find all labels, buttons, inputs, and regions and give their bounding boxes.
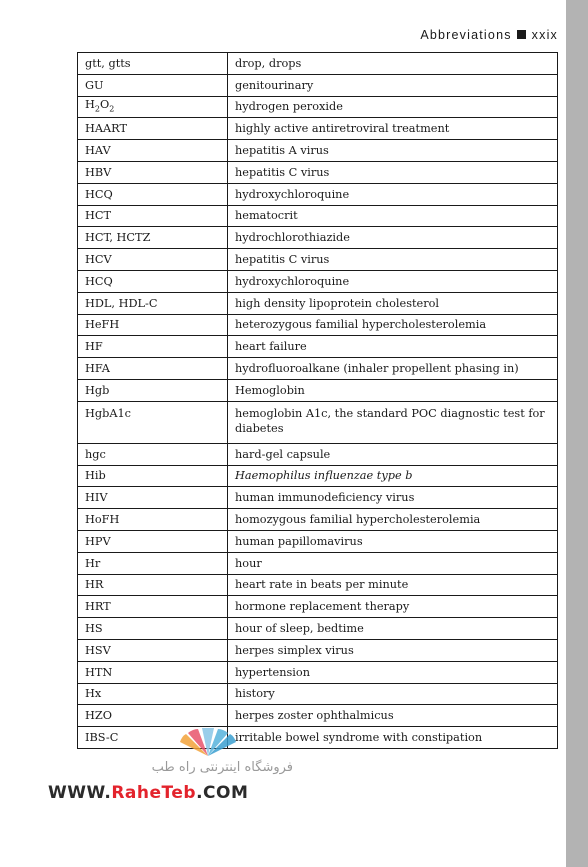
table-row <box>78 249 558 271</box>
book-fan-logo-icon <box>176 728 240 758</box>
watermark-url: WWW.RaheTeb.COM <box>48 783 249 803</box>
meaning: hydroxychloroquine <box>228 183 558 205</box>
abbreviation: HS <box>78 618 228 640</box>
watermark <box>48 728 308 808</box>
table-row <box>78 661 558 683</box>
meaning: hepatitis C virus <box>228 249 558 271</box>
meaning: Hemoglobin <box>228 379 558 401</box>
meaning: herpes simplex virus <box>228 639 558 661</box>
table-row <box>78 74 558 96</box>
table-row <box>78 596 558 618</box>
abbreviation: HBV <box>78 161 228 183</box>
table-row <box>78 183 558 205</box>
abbreviation: hgc <box>78 443 228 465</box>
table-row <box>78 227 558 249</box>
meaning: hepatitis C virus <box>228 161 558 183</box>
section-title: Abbreviations <box>420 28 512 42</box>
meaning: hypertension <box>228 661 558 683</box>
meaning: Haemophilus influenzae type b <box>228 465 558 487</box>
meaning: hydroxychloroquine <box>228 270 558 292</box>
table-row <box>78 118 558 140</box>
meaning: irritable bowel syndrome with constipation <box>228 727 558 749</box>
table-row <box>78 574 558 596</box>
abbreviation: Hgb <box>78 379 228 401</box>
abbreviation: Hib <box>78 465 228 487</box>
table-row <box>78 161 558 183</box>
table-row <box>78 443 558 465</box>
abbreviation: HF <box>78 336 228 358</box>
page-number: xxix <box>531 28 558 42</box>
table-row <box>78 205 558 227</box>
abbreviation: GU <box>78 74 228 96</box>
abbreviation: HAV <box>78 140 228 162</box>
table-row <box>78 683 558 705</box>
table-row <box>78 53 558 75</box>
table-row <box>78 358 558 380</box>
table-row <box>78 140 558 162</box>
meaning: genitourinary <box>228 74 558 96</box>
meaning: highly active antiretroviral treatment <box>228 118 558 140</box>
meaning: human immunodeficiency virus <box>228 487 558 509</box>
meaning: hydrofluoroalkane (inhaler propellent phasing in) <box>228 358 558 380</box>
meaning: hour of sleep, bedtime <box>228 618 558 640</box>
meaning: heart failure <box>228 336 558 358</box>
abbreviation: HSV <box>78 639 228 661</box>
running-header <box>0 28 558 42</box>
table-row <box>78 465 558 487</box>
abbreviation: HTN <box>78 661 228 683</box>
meaning: hematocrit <box>228 205 558 227</box>
table-row <box>78 401 558 443</box>
abbreviation: HAART <box>78 118 228 140</box>
abbreviation: HPV <box>78 530 228 552</box>
watermark-persian-text: فروشگاه اینترنتی راه طب <box>151 760 293 775</box>
table-row <box>78 270 558 292</box>
meaning: high density lipoprotein cholesterol <box>228 292 558 314</box>
abbreviation: HDL, HDL-C <box>78 292 228 314</box>
table-row <box>78 552 558 574</box>
abbreviation: Hr <box>78 552 228 574</box>
meaning: homozygous familial hypercholesterolemia <box>228 509 558 531</box>
meaning: hemoglobin A1c, the standard POC diagnostic test for diabetes <box>228 401 558 443</box>
meaning: heart rate in beats per minute <box>228 574 558 596</box>
table-row <box>78 379 558 401</box>
abbreviation: HoFH <box>78 509 228 531</box>
abbreviation: HRT <box>78 596 228 618</box>
abbreviation: HFA <box>78 358 228 380</box>
meaning: hard-gel capsule <box>228 443 558 465</box>
meaning: human papillomavirus <box>228 530 558 552</box>
table-row <box>78 530 558 552</box>
meaning: hydrochlorothiazide <box>228 227 558 249</box>
meaning: hormone replacement therapy <box>228 596 558 618</box>
abbreviation: HZO <box>78 705 228 727</box>
table-row <box>78 618 558 640</box>
table-row <box>78 705 558 727</box>
table-row <box>78 314 558 336</box>
abbreviation: HCV <box>78 249 228 271</box>
abbreviations-table <box>77 52 558 749</box>
abbreviation: HgbA1c <box>78 401 228 443</box>
meaning: hour <box>228 552 558 574</box>
table-row <box>78 487 558 509</box>
meaning: herpes zoster ophthalmicus <box>228 705 558 727</box>
abbreviation: IBS-C <box>78 727 228 749</box>
table-row <box>78 639 558 661</box>
meaning: drop, drops <box>228 53 558 75</box>
meaning: history <box>228 683 558 705</box>
meaning: heterozygous familial hypercholesterolemia <box>228 314 558 336</box>
meaning: hepatitis A virus <box>228 140 558 162</box>
abbreviation: HCT <box>78 205 228 227</box>
table-row <box>78 509 558 531</box>
abbreviation: HCQ <box>78 183 228 205</box>
abbreviation: HCT, HCTZ <box>78 227 228 249</box>
abbreviation: HIV <box>78 487 228 509</box>
abbreviation: $H_2O_2$ <box>78 96 228 118</box>
table-row <box>78 96 558 118</box>
abbreviation: HeFH <box>78 314 228 336</box>
page-edge-bar <box>566 0 588 867</box>
square-icon <box>517 30 526 39</box>
abbreviation: HCQ <box>78 270 228 292</box>
meaning: hydrogen peroxide <box>228 96 558 118</box>
table-row <box>78 336 558 358</box>
abbreviation: HR <box>78 574 228 596</box>
table-row <box>78 292 558 314</box>
abbreviation: gtt, gtts <box>78 53 228 75</box>
abbreviation: Hx <box>78 683 228 705</box>
